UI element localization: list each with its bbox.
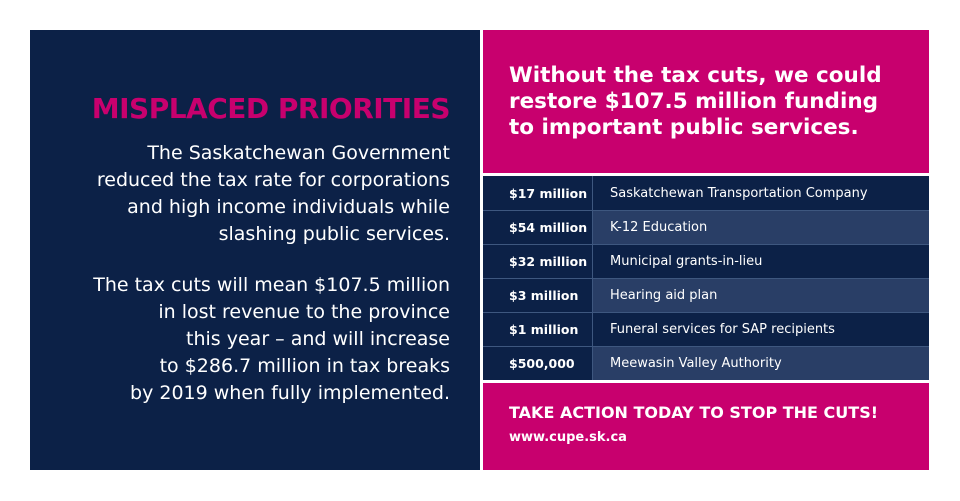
table-row xyxy=(483,312,929,346)
table-row xyxy=(483,278,929,312)
amount-cell: $3 million xyxy=(483,278,593,312)
table-row xyxy=(483,210,929,244)
heading-misplaced-priorities: MISPLACED PRIORITIES xyxy=(91,92,450,125)
headline-panel xyxy=(483,30,929,173)
paragraph-lost-revenue: The tax cuts will mean $107.5 million in lost revenue to the province this year – and will increase to $286.7 million in tax breaks by 2019 when fully implemented. xyxy=(93,274,450,404)
paragraph-tax-rate-cut: The Saskatchewan Government reduced the tax rate for corporations and high income individuals while slashing public services. xyxy=(96,142,450,245)
website-link[interactable]: www.cupe.sk.ca xyxy=(509,430,627,445)
table-row xyxy=(483,176,929,210)
amount-cell: $32 million xyxy=(483,244,593,278)
service-cell: Municipal grants-in-lieu xyxy=(593,244,929,278)
service-cell: Saskatchewan Transportation Company xyxy=(610,185,868,201)
service-cell: Funeral services for SAP recipients xyxy=(593,312,929,346)
amount-cell: $17 million xyxy=(483,176,593,210)
table-row xyxy=(483,346,929,380)
service-cell: Meewasin Valley Authority xyxy=(593,346,929,380)
amount-cell: $54 million xyxy=(483,210,593,244)
call-to-action-text: TAKE ACTION TODAY TO STOP THE CUTS! xyxy=(509,403,879,422)
left-panel xyxy=(30,30,480,470)
table-row xyxy=(483,244,929,278)
service-cell: Hearing aid plan xyxy=(593,278,929,312)
amount-cell: $1 million xyxy=(483,312,593,346)
funding-table xyxy=(483,176,929,380)
headline-restore-funding: Without the tax cuts, we could restore $107.5 million funding to important public services. xyxy=(509,63,882,140)
amount-cell: $500,000 xyxy=(483,346,593,380)
service-cell: K-12 Education xyxy=(593,210,929,244)
call-to-action-panel xyxy=(483,383,929,470)
